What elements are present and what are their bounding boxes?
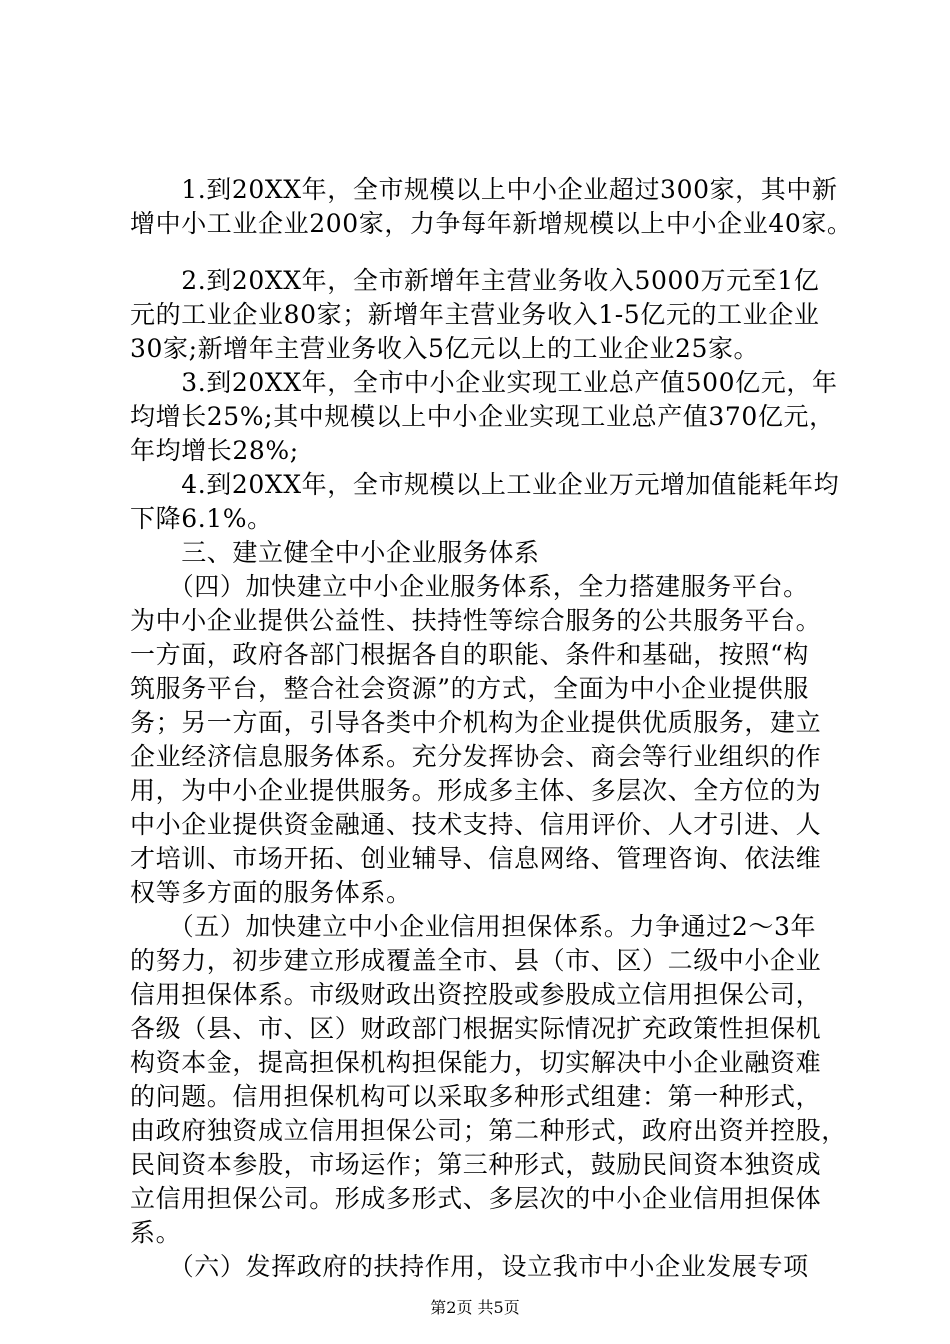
- text-line: 用，为中小企业提供服务。形成多主体、多层次、全方位的为: [130, 776, 822, 805]
- text-line: （五）加快建立中小企业信用担保体系。力争通过2～3年: [130, 912, 817, 941]
- text-line: 的努力，初步建立形成覆盖全市、县（市、区）二级中小企业: [130, 946, 822, 975]
- text-line: 务；另一方面，引导各类中介机构为企业提供优质服务，建立: [130, 708, 822, 737]
- text-line: 4.到20XX年，全市规模以上工业企业万元增加值能耗年均: [130, 470, 840, 499]
- text-line: 由政府独资成立信用担保公司；第二种形式，政府出资并控股，: [130, 1116, 847, 1145]
- text-line: 权等多方面的服务体系。: [130, 878, 412, 907]
- text-line: 均增长25%;其中规模以上中小企业实现工业总产值370亿元，: [130, 402, 835, 431]
- text-line: 民间资本参股，市场运作；第三种形式，鼓励民间资本独资成: [130, 1150, 822, 1179]
- text-line: （四）加快建立中小企业服务体系，全力搭建服务平台。: [130, 572, 809, 601]
- text-line: 1.到20XX年，全市规模以上中小企业超过300家，其中新: [130, 175, 838, 204]
- text-line: 立信用担保公司。形成多形式、多层次的中小企业信用担保体: [130, 1184, 822, 1213]
- text-line: 构资本金，提高担保机构担保能力，切实解决中小企业融资难: [130, 1048, 822, 1077]
- text-line: 系。: [130, 1218, 182, 1247]
- text-line: 中小企业提供资金融通、技术支持、信用评价、人才引进、人: [130, 810, 822, 839]
- text-line: 才培训、市场开拓、创业辅导、信息网络、管理咨询、依法维: [130, 844, 822, 873]
- text-line: 增中小工业企业200家，力争每年新增规模以上中小企业40家。: [130, 209, 853, 238]
- text-line: （六）发挥政府的扶持作用，设立我市中小企业发展专项: [130, 1252, 809, 1281]
- text-line: 下降6.1%。: [130, 504, 273, 533]
- text-line: 3.到20XX年，全市中小企业实现工业总产值500亿元，年: [130, 368, 838, 397]
- text-line: 一方面，政府各部门根据各自的职能、条件和基础，按照“构: [130, 640, 809, 669]
- text-line: 信用担保体系。市级财政出资控股或参股成立信用担保公司，: [130, 980, 822, 1009]
- page-footer: 第2页 共5页: [430, 1298, 520, 1317]
- text-line: 筑服务平台，整合社会资源”的方式，全面为中小企业提供服: [130, 674, 809, 703]
- text-line: 2.到20XX年，全市新增年主营业务收入5000万元至1亿: [130, 266, 820, 295]
- text-line: 各级（县、市、区）财政部门根据实际情况扩充政策性担保机: [130, 1014, 822, 1043]
- text-line: 的问题。信用担保机构可以采取多种形式组建：第一种形式，: [130, 1082, 822, 1111]
- text-line: 30家;新增年主营业务收入5亿元以上的工业企业25家。: [130, 334, 760, 363]
- section-heading: 三、建立健全中小企业服务体系: [130, 538, 540, 567]
- text-line: 为中小企业提供公益性、扶持性等综合服务的公共服务平台。: [130, 606, 822, 635]
- text-line: 企业经济信息服务体系。充分发挥协会、商会等行业组织的作: [130, 742, 822, 771]
- text-line: 元的工业企业80家；新增年主营业务收入1-5亿元的工业企业: [130, 300, 820, 329]
- text-line: 年均增长28%;: [130, 436, 299, 465]
